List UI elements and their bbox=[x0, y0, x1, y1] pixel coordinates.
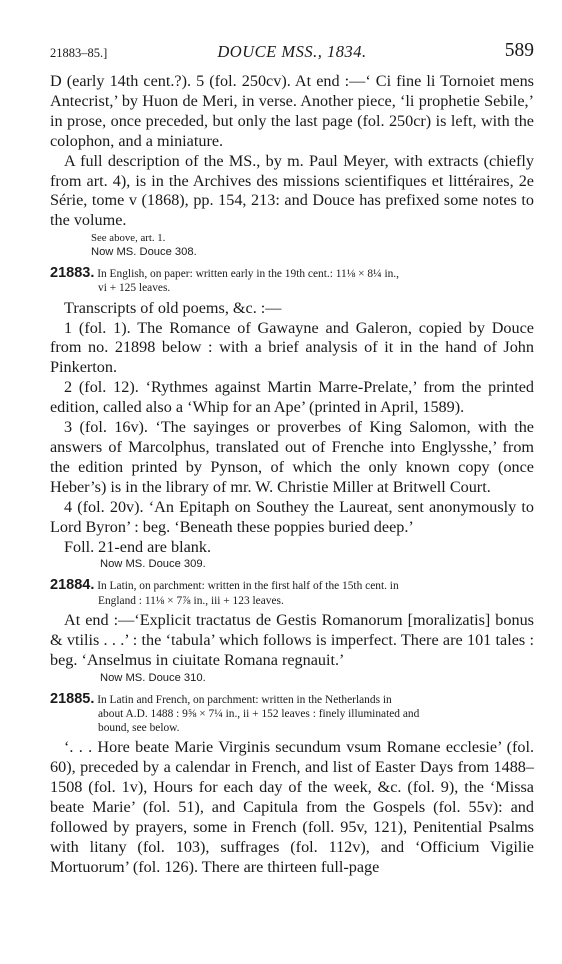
page-number: 589 bbox=[504, 40, 534, 61]
entry-desc-line1: In English, on paper: written early in the 19th cent.: 11⅛ × 8¼ in., bbox=[97, 268, 399, 281]
entry-desc-line1: In Latin and French, on parchment: written in the Netherlands in bbox=[97, 693, 392, 706]
entry-heading-21883 bbox=[50, 266, 534, 295]
entry-desc-line2: vi + 125 leaves. bbox=[98, 282, 171, 295]
list-item-2: 2 (fol. 12). ‘Rythmes against Martin Marre-Prelate,’ from the printed edition, called also a ‘Whip for an Ape’ (printed in April, 1589). bbox=[50, 378, 534, 417]
paragraph-description: A full description of the MS., by m. Paul Meyer, with extracts (chiefly from art. 4), is in the Archives des missions scientifiques et littéraires, 2e Série, tome v (1868), pp. 154, 213: and Douce has prefixed some notes to the volume. bbox=[50, 151, 534, 230]
entry-desc-line1: In Latin, on parchment: written in the first half of the 15th cent. in bbox=[97, 580, 399, 593]
entry-heading-21885 bbox=[50, 692, 534, 736]
entry-desc-line3: bound, see below. bbox=[98, 721, 180, 734]
shelfmark-douce-308: Now MS. Douce 308. bbox=[91, 246, 197, 259]
list-item-3: 3 (fol. 16v). ‘The sayinges or proverbes of King Salomon, with the answers of Marcolphus, translated out of Frenche into Englysshe,’ from the edition printed by Pynson, of which the only known copy (once Heber’s) is in the library of mr. W. Christie Miller at Britwell Court. bbox=[50, 418, 534, 496]
header-title: DOUCE MSS., 1834. bbox=[217, 42, 367, 61]
entry-number: 21883. bbox=[50, 265, 95, 282]
list-item-1: 1 (fol. 1). The Romance of Gawayne and Galeron, copied by Douce from no. 21898 below : with a brief analysis of it in the hand of John Pinkerton. bbox=[50, 318, 534, 377]
see-above-note: See above, art. 1. bbox=[91, 232, 166, 245]
paragraph-colophon: D (early 14th cent.?). 5 (fol. 250cv). At end :—‘ Ci fine li Tornoiet mens Antecrist,’ by Huon de Meri, in verse. Another piece, ‘li prophetie Sebile,’ in prose, once preceded, but only the last page (fol. 250cr) is left, with the colophon, and a miniature. bbox=[50, 72, 534, 150]
paragraph-gesta-romanorum: At end :—‘Explicit tractatus de Gestis Romanorum [moralizatis] bonus & vtilis . . .’ : the ‘tabula’ which follows is imperfect. There are 101 tales : beg. ‘Anselmus in ciuitate Romana regnauit.’ bbox=[50, 610, 534, 669]
transcripts-intro: Transcripts of old poems, &c. :— bbox=[64, 298, 282, 317]
running-header bbox=[50, 40, 534, 64]
entry-number: 21884. bbox=[50, 577, 95, 594]
list-item-4: 4 (fol. 20v). ‘An Epitaph on Southey the Laureat, sent anonymously to Lord Byron’ : beg. ‘Beneath these poppies buried deep.’ bbox=[50, 497, 534, 536]
page-body bbox=[50, 72, 534, 878]
shelfmark-douce-309: Now MS. Douce 309. bbox=[100, 558, 206, 571]
shelfmark-douce-310: Now MS. Douce 310. bbox=[100, 671, 206, 684]
entry-desc-line2: England : 11⅛ × 7⅞ in., iii + 123 leaves. bbox=[98, 594, 284, 607]
entry-number: 21885. bbox=[50, 690, 95, 707]
paragraph-book-of-hours: ‘. . . Hore beate Marie Virginis secundum vsum Romane ecclesie’ (fol. 60), preceded by a calendar in French, and list of Easter Days from 1488–1508 (fol. 1v), Hours for each day of the week, &c. (fol. 9), the ‘Missa beate Marie’ (fol. 51), and Capitula from the Gospels (fol. 55v): and followed by prayers, some in French (foll. 95v, 121), Penitential Psalms with litany (fol. 103), suffrages (fol. 112v), and ‘Officium Vigilie Mortuorum’ (fol. 126). There are thirteen full-page bbox=[50, 738, 534, 876]
entry-desc-line2: about A.D. 1488 : 9⅝ × 7¼ in., ii + 152 leaves : finely illuminated and bbox=[98, 707, 420, 720]
header-range: 21883–85.] bbox=[50, 46, 108, 60]
blank-leaves-note: Foll. 21-end are blank. bbox=[64, 537, 211, 556]
entry-heading-21884 bbox=[50, 578, 534, 607]
